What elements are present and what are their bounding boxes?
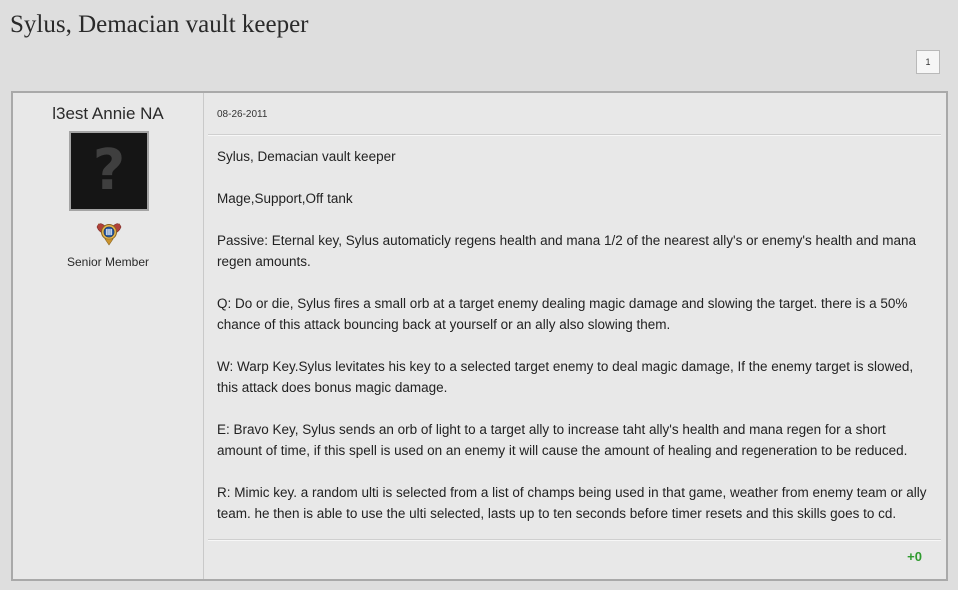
thread-title: Sylus, Demacian vault keeper [10, 11, 309, 38]
post-paragraph: R: Mimic key. a random ulti is selected from a list of champs being used in that game, weather from enemy team or ally team. he then is able to use the ulti selected, lasts up to ten seconds before timer resets and this skills goes to cd. [217, 485, 927, 521]
plus-rating[interactable]: +0 [907, 549, 922, 564]
post-footer-divider [208, 539, 941, 541]
avatar[interactable] [69, 131, 149, 211]
question-mark-icon: ? [92, 138, 126, 203]
post-user-panel [13, 93, 204, 579]
post-content-panel [204, 93, 946, 579]
rank-badge-icon [96, 217, 122, 247]
page-number-button[interactable]: 1 [916, 50, 940, 74]
post-paragraph: Sylus, Demacian vault keeper [217, 149, 396, 164]
post-header-divider [208, 134, 941, 136]
post-paragraph: Mage,Support,Off tank [217, 191, 353, 206]
post-date: 08-26-2011 [217, 109, 268, 120]
post-paragraph: W: Warp Key.Sylus levitates his key to a selected target enemy to deal magic damage, If the enemy target is slowed, this attack does bonus magic damage. [217, 359, 914, 395]
post-paragraph: E: Bravo Key, Sylus sends an orb of light to a target ally to increase taht ally's health and mana regen for a short amount of time, if this spell is used on an enemy it will cause the amount of healing and regeneration to be reduced. [217, 422, 908, 458]
post-paragraph: Q: Do or die, Sylus fires a small orb at a target enemy dealing magic damage and slowing the target. there is a 50% chance of this attack bouncing back at yourself or an ally also slowing them. [217, 296, 908, 332]
post-paragraph: Passive: Eternal key, Sylus automaticly regens health and mana 1/2 of the nearest ally's or enemy's health and mana regen amounts. [217, 233, 917, 269]
post-body [217, 146, 934, 545]
post-author-name[interactable]: l3est Annie NA [52, 104, 164, 123]
user-rank-title: Senior Member [66, 255, 150, 269]
forum-post [11, 91, 948, 581]
